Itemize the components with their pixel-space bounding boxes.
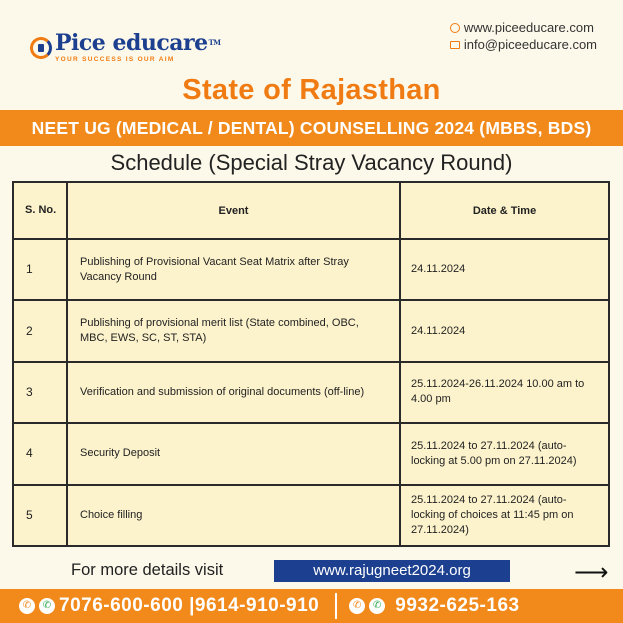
row-event: Security Deposit (67, 423, 400, 484)
row-date: 25.11.2024 to 27.11.2024 (auto-locking of choices at 11:45 pm on 27.11.2024) (400, 485, 609, 546)
header (0, 0, 623, 82)
banner-text: NEET UG (MEDICAL / DENTAL) COUNSELLING 2024 (MBBS, BDS) (31, 117, 592, 138)
trademark: TM (208, 38, 221, 47)
state-title: State of Rajasthan (182, 74, 441, 106)
header-event: Event (67, 182, 400, 239)
row-event: Publishing of Provisional Vacant Seat Matrix after Stray Vacancy Round (67, 239, 400, 300)
contact-info (450, 19, 597, 53)
phone-numbers-left[interactable]: 7076-600-600 |9614-910-910 (59, 595, 320, 616)
phone-divider (335, 593, 337, 619)
website-link[interactable]: www.piceeducare.com (463, 20, 594, 35)
phone-icons (19, 598, 59, 614)
email-link[interactable]: info@piceeducare.com (463, 37, 597, 52)
row-event: Verification and submission of original documents (off-line) (67, 362, 400, 423)
table-row (13, 423, 609, 484)
phone-icon: ✆ (19, 598, 35, 614)
table-row (13, 300, 609, 361)
table-row (13, 485, 609, 546)
logo-icon (30, 37, 52, 59)
row-sno: 2 (13, 300, 67, 361)
row-sno: 1 (13, 239, 67, 300)
phone-bar (0, 589, 623, 623)
row-event: Publishing of provisional merit list (State combined, OBC, MBC, EWS, SC, ST, STA) (67, 300, 400, 361)
schedule-table (12, 181, 610, 547)
more-details-label: For more details visit (71, 561, 224, 579)
logo-text (55, 32, 221, 63)
row-sno: 5 (13, 485, 67, 546)
arrow-right-icon: ⟶ (574, 559, 609, 586)
counselling-banner (0, 110, 623, 146)
table-row (13, 239, 609, 300)
whatsapp-icon: ✆ (369, 598, 385, 614)
table-header-row (13, 182, 609, 239)
whatsapp-icon: ✆ (39, 598, 55, 614)
more-details (0, 560, 623, 584)
row-date: 25.11.2024 to 27.11.2024 (auto-locking at 5.00 pm on 27.11.2024) (400, 423, 609, 484)
row-event: Choice filling (67, 485, 400, 546)
schedule-title: Schedule (Special Stray Vacancy Round) (110, 150, 513, 175)
phone-icon: ✆ (349, 598, 365, 614)
brand-logo[interactable] (30, 32, 221, 63)
row-sno: 3 (13, 362, 67, 423)
row-date: 25.11.2024-26.11.2024 10.00 am to 4.00 pm (400, 362, 609, 423)
globe-icon (450, 23, 460, 33)
phone-icons-right (349, 598, 389, 614)
row-date: 24.11.2024 (400, 300, 609, 361)
row-sno: 4 (13, 423, 67, 484)
header-sno: S. No. (13, 182, 67, 239)
website-button[interactable]: www.rajugneet2024.org (274, 560, 510, 582)
brand-name: Pice educare™ (55, 30, 221, 56)
brand-tagline: YOUR SUCCESS IS OUR AIM (55, 56, 175, 63)
mail-icon (450, 41, 460, 49)
table-row (13, 362, 609, 423)
website-row[interactable] (450, 19, 597, 36)
header-date: Date & Time (400, 182, 609, 239)
phone-number-right[interactable]: 9932-625-163 (395, 595, 520, 616)
email-row[interactable] (450, 36, 597, 53)
row-date: 24.11.2024 (400, 239, 609, 300)
